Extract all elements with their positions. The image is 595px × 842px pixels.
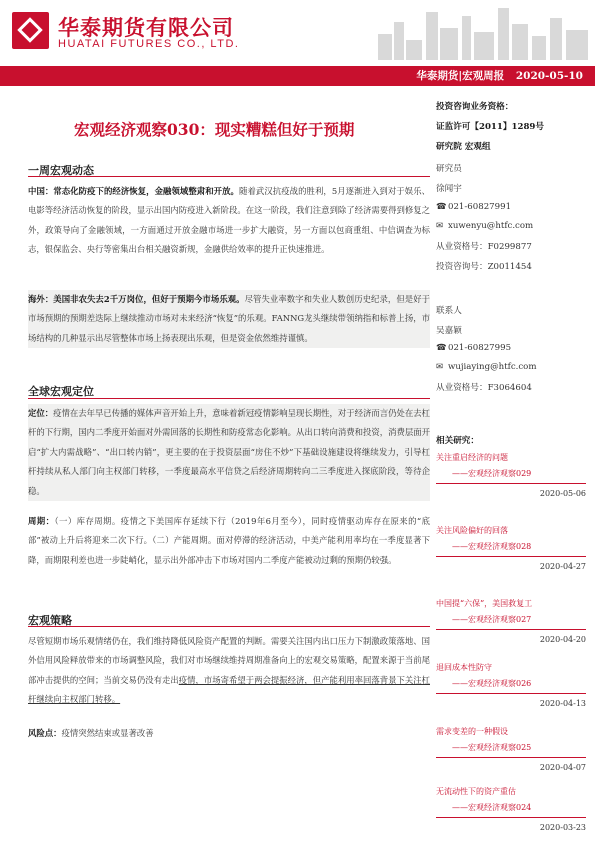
related-item-date: 2020-04-27 bbox=[539, 562, 586, 571]
report-title: 宏观经济观察030：现实糟糕但好于预期 bbox=[74, 120, 355, 139]
section-position-heading: 全球宏观定位 bbox=[28, 385, 94, 398]
related-item[interactable] bbox=[436, 662, 586, 708]
related-item-divider bbox=[436, 556, 586, 557]
related-item-divider bbox=[436, 483, 586, 484]
related-item-title[interactable]: 关注风险偏好的回落 bbox=[436, 526, 508, 535]
contact-cert: 从业资格号：F3064604 bbox=[436, 383, 532, 393]
header-band bbox=[0, 66, 595, 86]
cycle-paragraph bbox=[28, 512, 430, 570]
related-item-date: 2020-04-13 bbox=[539, 699, 586, 708]
related-item[interactable] bbox=[436, 786, 586, 832]
weekly-china-paragraph bbox=[28, 182, 430, 260]
researcher-name: 徐闻宇 bbox=[436, 184, 462, 194]
related-item-title[interactable]: 中国提“六保”，美国救复工 bbox=[436, 599, 533, 608]
contact-phone: ☎021-60827995 bbox=[436, 343, 512, 353]
company-name-en: HUATAI FUTURES CO., LTD. bbox=[58, 38, 240, 50]
section-divider bbox=[28, 626, 430, 627]
related-item-date: 2020-03-23 bbox=[539, 823, 586, 832]
contact-name: 吴嘉颖 bbox=[436, 326, 462, 336]
phone-icon: ☎ bbox=[436, 343, 447, 353]
risk-text: 疫情突然结束或显著改善 bbox=[61, 728, 154, 738]
risk-label: 风险点： bbox=[28, 728, 62, 738]
department: 研究院 宏观组 bbox=[436, 142, 491, 152]
license-number: 证监许可【2011】1289号 bbox=[436, 122, 544, 132]
related-item-title[interactable]: 退回成本性防守 bbox=[436, 663, 492, 672]
section-divider bbox=[28, 398, 430, 399]
contact-role: 联系人 bbox=[436, 306, 462, 316]
related-item-divider bbox=[436, 757, 586, 758]
related-item-series: ——宏观经济观察027 bbox=[452, 615, 532, 624]
related-item-date: 2020-04-07 bbox=[539, 763, 586, 772]
related-item[interactable] bbox=[436, 525, 586, 571]
related-item-title[interactable]: 无流动性下的资产重估 bbox=[436, 787, 516, 796]
report-date: 2020-05-10 bbox=[515, 70, 583, 82]
related-item-date: 2020-04-20 bbox=[539, 635, 586, 644]
position-paragraph bbox=[28, 404, 430, 501]
related-item[interactable] bbox=[436, 726, 586, 772]
researcher-cert: 从业资格号：F0299877 bbox=[436, 242, 532, 252]
section-strategy-heading: 宏观策略 bbox=[28, 614, 72, 627]
weekly-overseas-paragraph bbox=[28, 290, 430, 348]
related-item-divider bbox=[436, 817, 586, 818]
strategy-underlined-text: 疫情，市场寄希望于两会提振经济，但产能利用率回落背景下关注杠杆继续向主权部门转移。 bbox=[28, 674, 430, 705]
phone-icon: ☎ bbox=[436, 202, 447, 212]
position-text: 疫情在去年早已传播的媒体声音开始上升，意味着新冠疫情影响呈现长期性，对于经济而言仍处在去杠杆的下行期，国内二季度开始面对外需回落的长期性和防疫常态化影响。从出口转向消费和投资，消费层面开启“扩大内需战略”、“出口转内销”，更主要的在于投资层面“房住不炒”下基础设施建设将继续发力，引导杠杆持续从私人部门向主权部门转移，一季度最高水平信贷之后经济周期转向二三季度进入探底阶段，等待企稳。 bbox=[28, 408, 430, 496]
related-item-series: ——宏观经济观察025 bbox=[452, 743, 532, 752]
company-name-cn: 华泰期货有限公司 bbox=[58, 16, 234, 40]
company-logo bbox=[12, 12, 49, 49]
related-item-title[interactable]: 需求变差的一种假设 bbox=[436, 727, 508, 736]
weekly-china-text: 随着武汉抗疫战的胜利，5月逐渐进入到对于娱乐、电影等经济活动恢复的阶段，显示出国内防疫进入新阶段。在这一阶段，我们注意到除了经济需要得到修复之外，政策导向了金融领域，一方面通过开放金融市场进一步扩大融资，另一方面以包商重组、中信调查为标志，银保监会、央行等密集出台相关融资新规，金融供给效率的提升正快速推进。 bbox=[28, 186, 431, 255]
email-icon: ✉ bbox=[436, 362, 444, 372]
related-item-divider bbox=[436, 693, 586, 694]
cycle-label: 周期： bbox=[28, 516, 55, 526]
related-item-divider bbox=[436, 629, 586, 630]
weekly-china-label: 中国：常态化防疫下的经济恢复，金融领域整肃和开放。 bbox=[28, 186, 239, 196]
qualification-title: 投资咨询业务资格： bbox=[436, 102, 514, 112]
researcher-advisor-cert: 投资咨询号：Z0011454 bbox=[436, 262, 532, 272]
strategy-paragraph bbox=[28, 632, 430, 710]
section-divider bbox=[28, 176, 430, 177]
researcher-role: 研究员 bbox=[436, 164, 462, 174]
weekly-overseas-label: 海外：美国非农失去2千万岗位，但好于预期今市场乐观。 bbox=[28, 294, 245, 304]
related-item-date: 2020-05-06 bbox=[539, 489, 586, 498]
related-item-series: ——宏观经济观察028 bbox=[452, 542, 532, 551]
weekly-overseas-text: 尽管失业率数字和失业人数创历史纪录，但是好于市场预期的预期差迭际上继续推动市场对未来经济“恢复”的乐观。FANNG龙头继续带领纳指和标普上扬，市场结构的几种显示出尽管整体市场上扬表现出乐观，但是资金依然维持谨慎。 bbox=[28, 294, 430, 343]
cycle-text: （一）库存周期。疫情之下美国库存延续下行（2019年6月至今），同时疫情驱动库存在原来的“底部”被动上升后将迎来二次下行。（二）产能周期。面对停滞的经济活动，中美产能利用率均在一季度显著下降，而期限利差也进一步陡峭化，显示出外部冲击下市场对国内二季度产能被动过剩的预期仍较强。 bbox=[28, 516, 431, 565]
related-item-title[interactable]: 关注重启经济的问题 bbox=[436, 453, 508, 462]
researcher-email[interactable]: ✉ xuwenyu@htfc.com bbox=[436, 221, 534, 231]
contact-email[interactable]: ✉ wujiaying@htfc.com bbox=[436, 362, 537, 372]
researcher-phone: ☎021-60827991 bbox=[436, 202, 512, 212]
related-item[interactable] bbox=[436, 452, 586, 498]
related-item-series: ——宏观经济观察029 bbox=[452, 469, 532, 478]
position-label: 定位： bbox=[28, 408, 54, 418]
strategy-text: 尽管短期市场乐观情绪仍在，我们维持降低风险资产配置的判断。需要关注国内出口压力下制激政策落地、国外信用风险释放带来的市场调整风险，我们对市场继续维持周期准备向上的宏观交易策略，配置来源于当前尾部冲击提供的空间；当前交易仍没有走出 bbox=[28, 636, 430, 685]
related-item-series: ——宏观经济观察026 bbox=[452, 679, 532, 688]
related-research-title: 相关研究： bbox=[436, 436, 479, 446]
risk-paragraph bbox=[28, 724, 430, 743]
section-weekly-heading: 一周宏观动态 bbox=[28, 164, 94, 177]
skyline-decoration bbox=[378, 4, 590, 60]
email-icon: ✉ bbox=[436, 221, 444, 231]
report-brand: 华泰期货|宏观周报 bbox=[416, 70, 505, 82]
related-item[interactable] bbox=[436, 598, 586, 644]
related-item-series: ——宏观经济观察024 bbox=[452, 803, 532, 812]
